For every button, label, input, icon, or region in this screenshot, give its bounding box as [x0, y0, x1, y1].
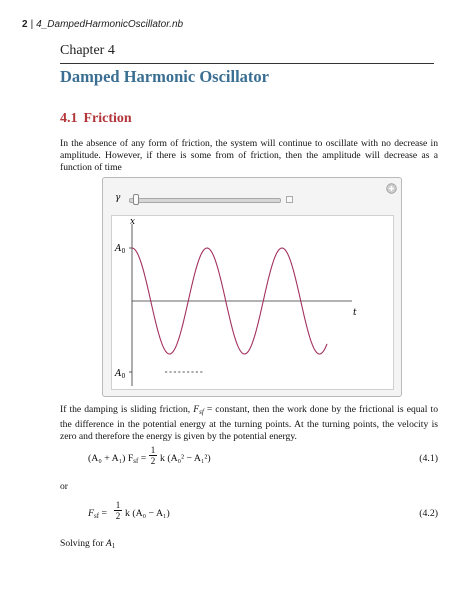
intro-paragraph: In the absence of any form of friction, the system will continue to oscillate with no decrease in amplitude. However, if there is some from of friction, then the amplitude will decrease as a function of time: [60, 138, 438, 173]
top-tick-letter: A: [115, 244, 122, 254]
bottom-tick-label: [114, 369, 126, 380]
oscillation-plot-svg: [112, 216, 393, 389]
bottom-tick-sub: 0: [121, 373, 126, 380]
fsf-subscript: sf: [199, 408, 204, 416]
fsf-symbol: F: [193, 404, 200, 415]
chapter-rule: [60, 63, 434, 64]
eq2-lhs-text: F: [88, 508, 94, 519]
expand-square-icon[interactable]: [286, 196, 293, 203]
solving-paragraph: [60, 538, 438, 553]
gamma-slider-row: [113, 193, 293, 207]
eq2-frac-num: 1: [115, 500, 121, 510]
section-title: [60, 111, 132, 127]
x-axis-label: t: [353, 308, 357, 318]
running-head: [22, 19, 183, 30]
oscillation-plot: [111, 215, 394, 390]
eq2-equals: =: [99, 508, 108, 519]
section-number: 4.1: [60, 111, 78, 126]
top-tick-label: [114, 244, 126, 255]
eq1-equals: =: [138, 453, 147, 464]
eq1-lhs-text: (A₀ + A₁) F: [88, 453, 134, 464]
manipulate-panel: [102, 177, 402, 397]
eq1-lhs: [88, 453, 146, 465]
eq2-lhs: [88, 508, 107, 520]
section-title-text: Friction: [83, 111, 132, 126]
eq2-tag: (4.2): [419, 508, 438, 519]
top-tick-sub: 0: [121, 248, 126, 255]
chapter-title: Damped Harmonic Oscillator: [60, 67, 269, 86]
friction-text-a: If the damping is sliding friction,: [60, 404, 194, 415]
eq1-rhs: k (A₀² − A₁²): [160, 453, 211, 464]
y-axis-label: x: [130, 217, 136, 227]
eq1-tag: (4.1): [419, 453, 438, 464]
chapter-label: Chapter 4: [60, 43, 115, 58]
friction-text-b: = constant, then the work done by the frictional is equal to the difference in the potential energy at the turning points. At the turning points, the velocity is zero and therefore the energy is given by the potential energy.: [60, 404, 439, 442]
equation-4-1: [88, 445, 438, 475]
eq1-lhs-sub: sf: [133, 457, 139, 465]
eq2-rhs: k (A₀ − A₁): [125, 508, 170, 519]
a1-subscript: 1: [111, 542, 116, 550]
bottom-tick-letter: A: [115, 369, 122, 379]
eq1-frac-den: 2: [150, 456, 156, 466]
gamma-slider-track[interactable]: [129, 198, 281, 203]
gamma-label: γ: [115, 193, 121, 203]
eq2-fraction: [114, 500, 122, 521]
header-separator: |: [30, 19, 34, 30]
a1-symbol: A: [105, 538, 112, 549]
eq1-fraction: [149, 445, 157, 466]
equation-4-2: [88, 500, 438, 530]
plus-circle-icon[interactable]: [386, 183, 397, 194]
eq2-lhs-sub: sf: [93, 512, 100, 520]
or-paragraph: or: [60, 481, 68, 492]
page-number: 2: [22, 19, 28, 30]
friction-paragraph: [60, 404, 438, 442]
solving-text: Solving for: [60, 538, 106, 549]
eq2-frac-den: 2: [115, 511, 121, 521]
notebook-filename: 4_DampedHarmonicOscillator.nb: [36, 19, 184, 30]
eq1-frac-num: 1: [150, 445, 156, 455]
gamma-slider-thumb[interactable]: [133, 194, 139, 205]
